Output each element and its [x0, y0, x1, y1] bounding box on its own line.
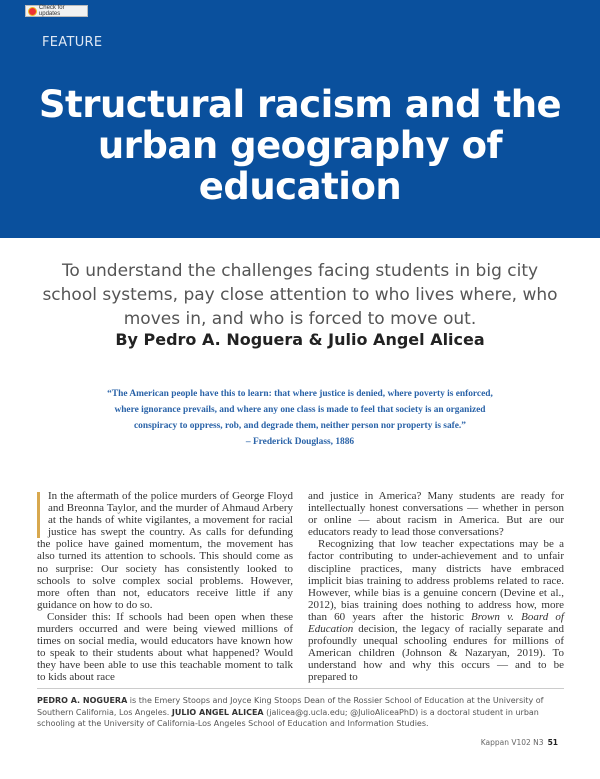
crossmark-icon [28, 7, 37, 16]
subtitle: To understand the challenges facing students in big city school systems, pay close attention to who lives where, who moves in, and who is forced to move out. [42, 261, 558, 329]
header-banner [0, 0, 600, 238]
paragraph: In the aftermath of the police murders of George Floyd and Breonna Taylor, and the murder of Ahmaud Arbery at the hands of white vigilantes, a movement for racial justice has swept the country. As calls for defunding the police have gained momentum, the movement has also turned its attention to schools. This should come as no surprise: Our society has consistently looked to schools to solve complex social problems. However, more often than not, educators receive little if any guidance on how to do so. [37, 490, 293, 611]
page-footer: Kappan V102 N3 51 [480, 738, 558, 747]
paragraph: Recognizing that low teacher expectations may be a factor contributing to under-achievement and to unfair discipline practices, many districts have embraced implicit bias training to address problems related to race. However, while bias is a genuine concern (Devine et al., 2012), bias training does nothing to address how, more than 60 years after the historic Brown v. Board of Education decision, the legacy of racially separate and profoundly unequal schooling endures for millions of American children (Johnson & Nazaryan, 2019). To understand how and why this occurs — and to be prepared to [308, 538, 564, 684]
article-title: Structural racism and the urban geography of education [38, 83, 562, 208]
section-label: FEATURE [42, 35, 103, 50]
check-for-updates-button[interactable]: Check for updates [25, 5, 88, 17]
column-right [308, 490, 564, 684]
byline: By Pedro A. Noguera & Julio Angel Alicea [115, 330, 485, 349]
epigraph: “The American people have this to learn: that where justice is denied, where poverty is enforced, where ignorance prevails, and where any one class is made to feel that society is an organized conspiracy to oppress, rob, and degrade them, neither person nor property is safe.” – Frederick Douglass, 1886 [107, 389, 493, 447]
paragraph: Consider this: If schools had been open when these murders occurred and were being viewed millions of times on social media, would educators have known how to speak to their students about what happened? Would they have been able to use this teachable moment to talk to kids about race [37, 610, 293, 684]
drop-cap-bar [37, 492, 40, 538]
divider [37, 688, 564, 689]
column-left [37, 490, 293, 684]
paragraph: and justice in America? Many students are ready for intellectually honest conversations — whether in person or online — about racism in America. But are our educators ready to lead those conversations? [308, 490, 564, 539]
author-bio: PEDRO A. NOGUERA is the Emery Stoops and Joyce King Stoops Dean of the Rossier School of Education at the University of Southern California, Los Angeles. JULIO ANGEL ALICEA (jalicea@g.ucla.edu; @JulioAliceaPhD) is a doctoral student in urban schooling at the University of California-Los Angeles School of Education and Information Studies. [37, 696, 544, 728]
